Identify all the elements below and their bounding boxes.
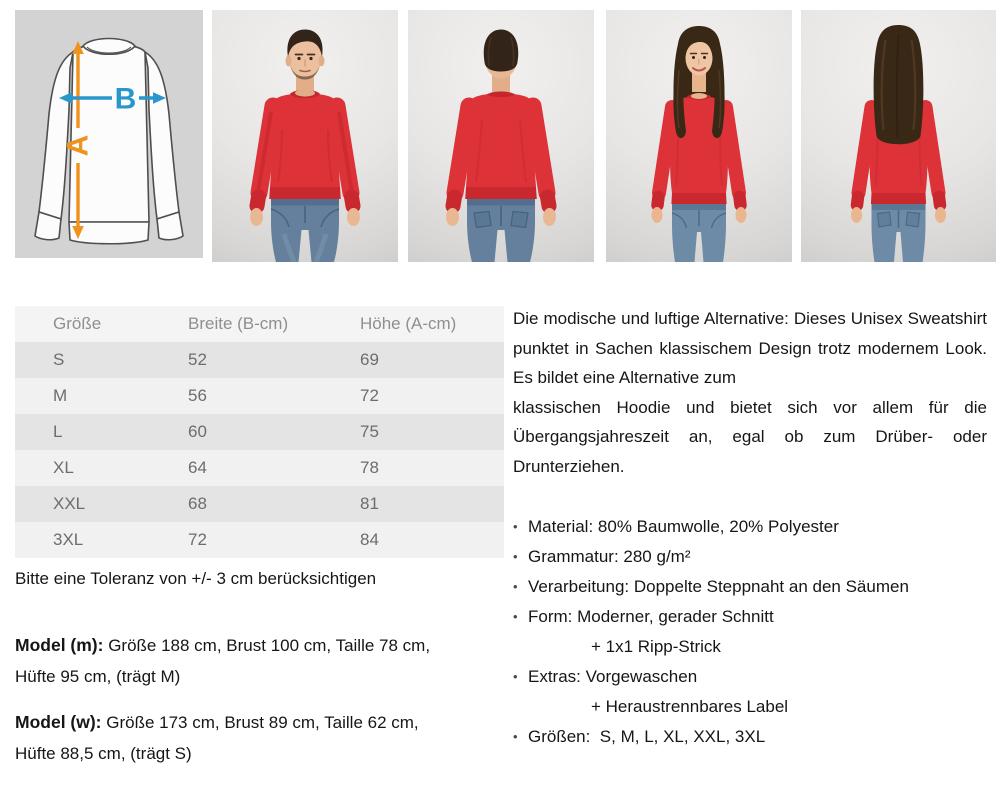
feature-text: + 1x1 Ripp-Strick [591,637,721,656]
width-cell: 60 [188,414,360,450]
col-header-size: Größe [15,306,188,342]
photo-man-front [212,10,398,262]
width-cell: 56 [188,378,360,414]
size-cell: S [15,342,188,378]
feature-text: + Heraustrennbares Label [591,697,789,716]
photo-woman-back [801,10,996,262]
height-cell: 69 [360,342,504,378]
width-cell: 64 [188,450,360,486]
size-table [15,306,504,558]
bullet-icon: • [513,549,518,564]
col-header-height: Höhe (A-cm) [360,306,504,342]
height-cell: 75 [360,414,504,450]
table-row [15,342,504,378]
model-w-line1: Größe 173 cm, Brust 89 cm, Taille 62 cm, [101,713,419,732]
model-w-label: Model (w): [15,712,102,732]
man-front-illustration [212,10,398,262]
list-item-verarbeitung [513,572,987,602]
label-b: B [114,82,137,116]
table-row [15,522,504,558]
list-item-groessen [513,722,987,752]
width-cell: 68 [188,486,360,522]
bullet-icon: • [513,609,518,624]
product-description-column [513,304,987,752]
bullet-icon: • [513,729,518,744]
bullet-icon: • [513,669,518,684]
woman-back-illustration [801,10,996,262]
bullet-icon: • [513,579,518,594]
feature-text: Verarbeitung: Doppelte Steppnaht an den Säumen [528,577,909,596]
size-cell: L [15,414,188,450]
list-item-material [513,512,987,542]
table-header-row [15,306,504,342]
width-cell: 52 [188,342,360,378]
size-cell: M [15,378,188,414]
model-w-info [15,707,504,769]
model-w-line2: Hüfte 88,5 cm, (trägt S) [15,744,192,763]
col-header-width: Breite (B-cm) [188,306,360,342]
model-m-info [15,630,504,692]
width-cell: 72 [188,522,360,558]
photo-woman-front [606,10,792,262]
size-cell: 3XL [15,522,188,558]
man-back-illustration [408,10,594,262]
list-item-grammatur [513,542,987,572]
size-info-column [15,306,504,769]
size-cell: XXL [15,486,188,522]
feature-text: Grammatur: 280 g/m² [528,547,691,566]
label-a: A [61,134,95,157]
feature-text: Form: Moderner, gerader Schnitt [528,607,774,626]
feature-text: Extras: Vorgewaschen [528,667,698,686]
table-row [15,378,504,414]
height-cell: 78 [360,450,504,486]
model-m-label: Model (m): [15,635,104,655]
model-m-line1: Größe 188 cm, Brust 100 cm, Taille 78 cm, [103,636,431,655]
tolerance-note: Bitte eine Toleranz von +/- 3 cm berücksichtigen [15,569,377,588]
table-row [15,414,504,450]
list-item-extras [513,662,987,692]
sweatshirt-measurement-diagram [15,10,203,258]
product-description [513,304,987,481]
feature-text: Material: 80% Baumwolle, 20% Polyester [528,517,839,536]
list-item-extras-continuation [513,692,987,722]
size-cell: XL [15,450,188,486]
list-item-form-continuation [513,632,987,662]
sweatshirt-outline [35,39,183,244]
height-cell: 81 [360,486,504,522]
size-diagram-panel [15,10,203,258]
height-cell: 72 [360,378,504,414]
model-m-line2: Hüfte 95 cm, (trägt M) [15,667,181,686]
table-row [15,450,504,486]
woman-front-illustration [606,10,792,262]
description-paragraph-2: klassischen Hoodie und bietet sich vor allem für die Übergangsjahreszeit an, egal ob zum Drüber- oder Drunterziehen. [513,397,987,476]
description-paragraph-1: Die modische und luftige Alternative: Dieses Unisex Sweatshirt punktet in Sachen klassischem Design trotz modernem Look. Es bildet eine Alternative zum [513,309,987,387]
photo-man-back [408,10,594,262]
height-cell: 84 [360,522,504,558]
feature-text: Größen: S, M, L, XL, XXL, 3XL [528,727,766,746]
list-item-form [513,602,987,632]
bullet-icon: • [513,519,518,534]
feature-list [513,512,987,752]
table-row [15,486,504,522]
